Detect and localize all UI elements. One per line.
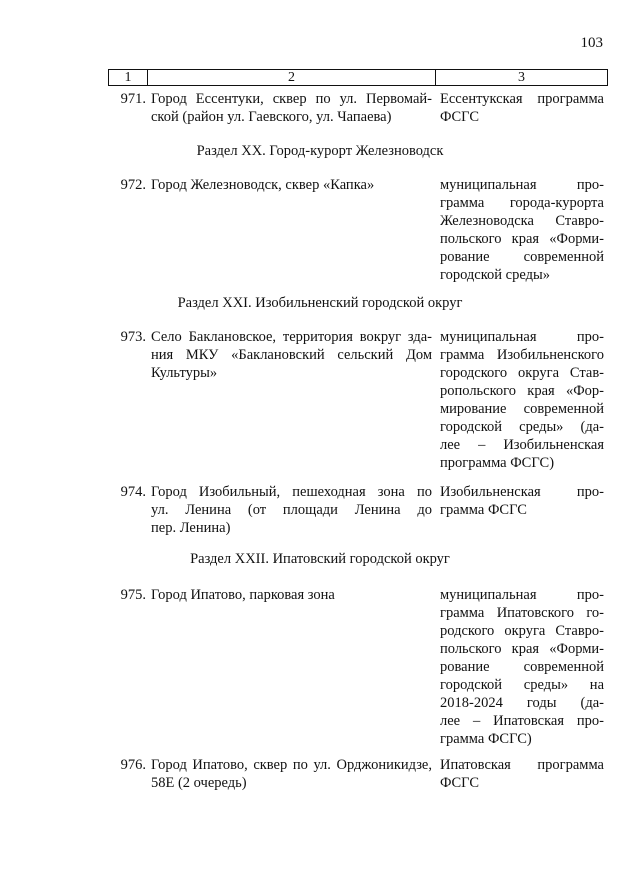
entry-location (151, 90, 432, 126)
section-heading-22: Раздел XXII. Ипатовский городской округ (190, 551, 450, 567)
location-line: 58Е (2 очередь) (151, 775, 247, 791)
program-line: польского края «Форми- (440, 231, 604, 247)
entry-location (151, 328, 432, 382)
program-line: рование современной (440, 659, 604, 675)
location-line: ния МКУ «Баклановский сельский Дом (151, 347, 432, 363)
column-header-3: 3 (436, 70, 608, 86)
section-heading-21: Раздел XXI. Изобильненский городской округ (177, 295, 463, 311)
column-header-2: 2 (148, 70, 436, 86)
entry-program (440, 756, 604, 792)
program-line: Изобильненская про- (440, 484, 604, 500)
location-line: ской (район ул. Гаевского, ул. Чапаева) (151, 109, 392, 125)
program-line: грамма Ипатовского го- (440, 605, 604, 621)
program-line: грамма ФСГС) (440, 731, 532, 747)
entry-program (440, 176, 604, 284)
location-line: пер. Ленина) (151, 520, 231, 536)
entry-location (151, 176, 432, 194)
program-line: польского края «Форми- (440, 641, 604, 657)
location-line: Город Ипатово, парковая зона (151, 587, 335, 603)
program-line: лее – Ипатовская про- (440, 713, 604, 729)
entry-program (440, 90, 604, 126)
location-line: Село Баклановское, территория вокруг зда- (151, 329, 432, 345)
location-line: Город Ипатово, сквер по ул. Орджоникидзе, (151, 757, 432, 773)
program-line: грамма ФСГС (440, 502, 527, 518)
entry-location (151, 483, 432, 537)
entry-number: 971. (120, 91, 146, 107)
entry-number: 972. (120, 177, 146, 193)
program-line: городской среды» (да- (440, 419, 604, 435)
location-line: Город Изобильный, пешеходная зона по (151, 484, 432, 500)
column-header-1: 1 (109, 70, 148, 86)
page-number: 103 (580, 35, 603, 51)
entry-number: 974. (120, 484, 146, 500)
location-line: ул. Ленина (от площади Ленина до (151, 502, 432, 518)
program-line: мирование современной (440, 401, 604, 417)
program-line: программа ФСГС) (440, 455, 555, 471)
entry-location (151, 586, 432, 604)
program-line: грамма города-курорта (440, 195, 604, 211)
entry-program (440, 586, 604, 748)
program-line: городского округа Став- (440, 365, 604, 381)
program-line: муниципальная про- (440, 329, 604, 345)
location-line: Город Железноводск, сквер «Капка» (151, 177, 375, 193)
program-line: муниципальная про- (440, 177, 604, 193)
entry-program (440, 483, 604, 519)
program-line: муниципальная про- (440, 587, 604, 603)
location-line: Город Ессентуки, сквер по ул. Первомай- (151, 91, 432, 107)
program-line: Ипатовская программа (440, 757, 604, 773)
program-line: 2018-2024 годы (да- (440, 695, 604, 711)
program-line: ФСГС (440, 109, 479, 125)
program-line: Ессентукская программа (440, 91, 604, 107)
program-line: лее – Изобильненская (440, 437, 604, 453)
program-line: городской среды» на (440, 677, 604, 693)
program-line: родского округа Ставро- (440, 623, 604, 639)
program-line: грамма Изобильненского (440, 347, 604, 363)
entry-program (440, 328, 604, 472)
program-line: ФСГС (440, 775, 479, 791)
program-line: рование современной (440, 249, 604, 265)
program-line: ропольского края «Фор- (440, 383, 604, 399)
program-line: городской среды» (440, 267, 550, 283)
entry-number: 973. (120, 329, 146, 345)
entry-number: 975. (120, 587, 146, 603)
column-header-table (108, 69, 608, 86)
entry-number: 976. (120, 757, 146, 773)
section-heading-20: Раздел XX. Город-курорт Железноводск (196, 143, 444, 159)
entry-location (151, 756, 432, 792)
program-line: Железноводска Ставро- (440, 213, 604, 229)
location-line: Культуры» (151, 365, 218, 381)
